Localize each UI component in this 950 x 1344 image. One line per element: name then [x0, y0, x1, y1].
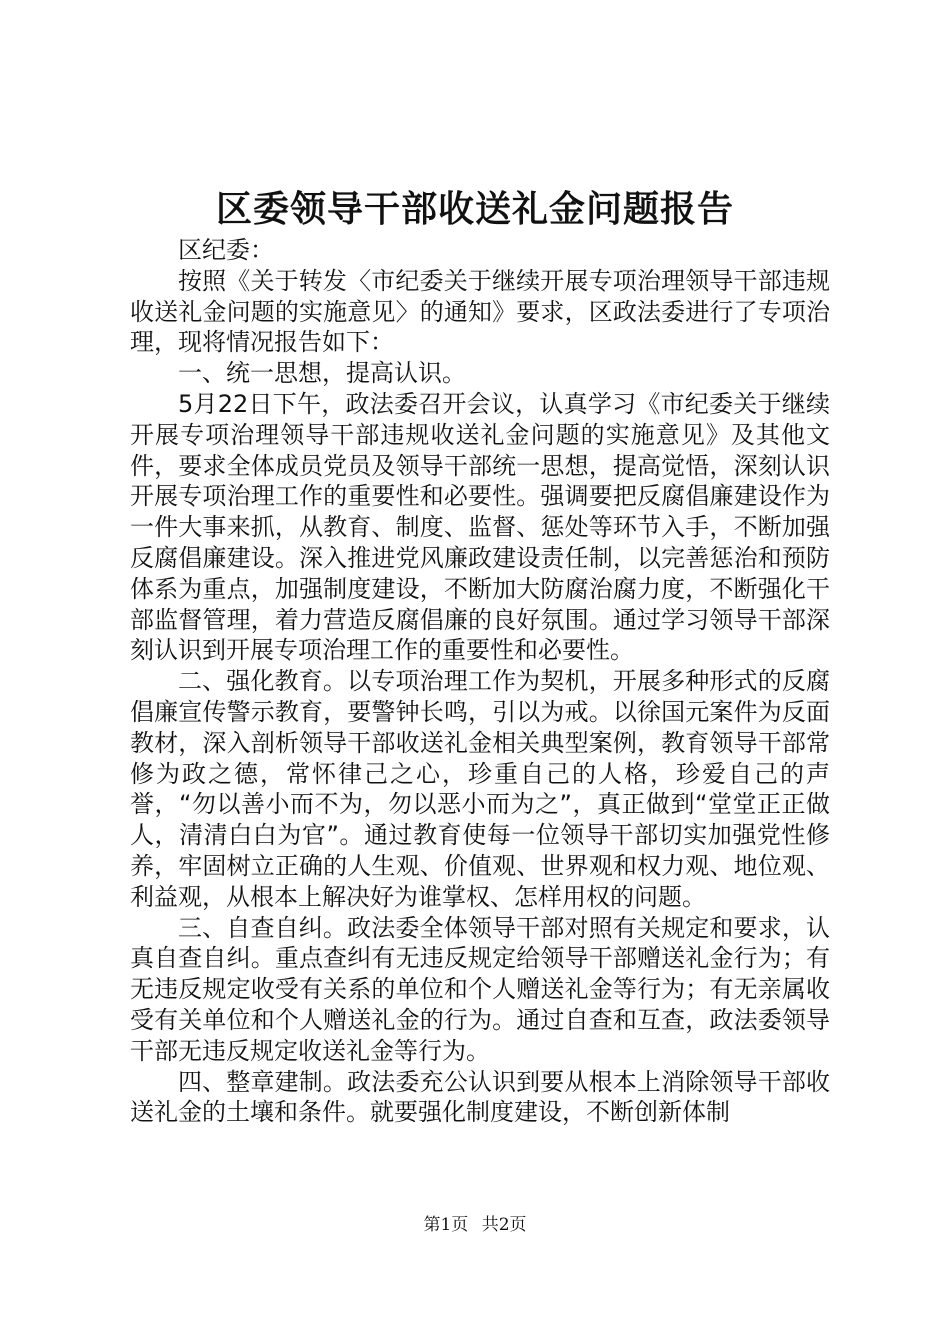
- paragraph-section-3: 三、自查自纠。政法委全体领导干部对照有关规定和要求，认真自查自纠。重点查纠有无违反规定给领导干部赠送礼金行为；有无违反规定收受有关系的单位和个人赠送礼金等行为；有无亲属收受有关单位和个人赠送礼金的行为。通过自查和互查，政法委领导干部无违反规定收送礼金等行为。: [130, 913, 830, 1065]
- paragraph-section-2: 二、强化教育。以专项治理工作为契机，开展多种形式的反腐倡廉宣传警示教育，要警钟长鸣，引以为戒。以徐国元案件为反面教材，深入剖析领导干部收送礼金相关典型案例，教育领导干部常修为政之德，常怀律己之心，珍重自己的人格，珍爱自己的声誉，“勿以善小而不为，勿以恶小而为之”，真正做到“堂堂正正做人，清清白白为官”。通过教育使每一位领导干部切实加强党性修养，牢固树立正确的人生观、价值观、世界观和权力观、地位观、利益观，从根本上解决好为谁掌权、怎样用权的问题。: [130, 667, 830, 911]
- document-title: 区委领导干部收送礼金问题报告: [215, 188, 734, 230]
- salutation: 区纪委：: [178, 236, 274, 264]
- page-total: 共2页: [481, 1215, 527, 1235]
- document-body: [130, 235, 830, 1128]
- page-footer: [0, 1213, 950, 1237]
- paragraph-intro: 按照《关于转发〈市纪委关于继续开展专项治理领导干部违规收送礼金问题的实施意见〉的通知》要求，区政法委进行了专项治理，现将情况报告如下：: [130, 266, 830, 357]
- page-number: 第1页: [423, 1215, 469, 1235]
- section-heading-1: 一、统一思想，提高认识。: [178, 359, 466, 388]
- paragraph-section-1: 5月22日下午，政法委召开会议，认真学习《市纪委关于继续开展专项治理领导干部违规收送礼金问题的实施意见》及其他文件，要求全体成员党员及领导干部统一思想，提高觉悟，深刻认识开展专项治理工作的重要性和必要性。强调要把反腐倡廉建设作为一件大事来抓，从教育、制度、监督、惩处等环节入手，不断加强反腐倡廉建设。深入推进党风廉政建设责任制，以完善惩治和预防体系为重点，加强制度建设，不断加大防腐治腐力度，不断强化干部监督管理，着力营造反腐倡廉的良好氛围。通过学习领导干部深刻认识到开展专项治理工作的重要性和必要性。: [130, 389, 830, 665]
- paragraph-section-4: 四、整章建制。政法委充公认识到要从根本上消除领导干部收送礼金的土壤和条件。就要强化制度建设，不断创新体制: [130, 1067, 830, 1127]
